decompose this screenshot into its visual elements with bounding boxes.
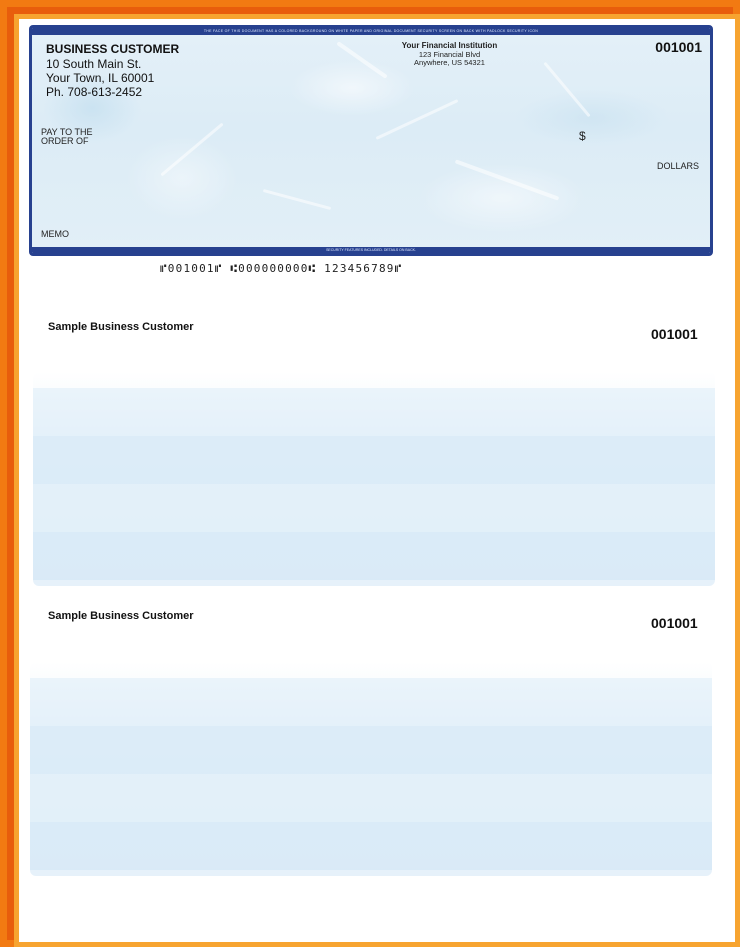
stub-band	[30, 822, 712, 870]
background-pattern	[160, 123, 223, 177]
stub-2-check-number: 001001	[651, 615, 698, 631]
bank-name: Your Financial Institution	[401, 41, 498, 50]
bank-address-line2: Anywhere, US 54321	[414, 58, 485, 67]
stub-1-check-number: 001001	[651, 326, 698, 342]
stub-1-body	[33, 372, 715, 586]
stub-2-customer-name: Sample Business Customer	[48, 610, 194, 622]
stub-1-customer-name: Sample Business Customer	[48, 321, 194, 333]
stub-2-body	[30, 662, 712, 876]
business-address-line2: Your Town, IL 60001	[46, 71, 155, 85]
stub-band	[30, 726, 712, 774]
stub-band	[33, 388, 715, 436]
business-phone: Ph. 708-613-2452	[46, 85, 143, 99]
security-banner-top: THE FACE OF THIS DOCUMENT HAS A COLORED BACKGROUND ON WHITE PAPER AND ORIGINAL DOCUMENT SECURITY SCREEN ON BACK WITH PADLOCK SECURITY ICON	[32, 28, 710, 35]
pay-to-label: PAY TO THE ORDER OF	[41, 127, 93, 146]
background-pattern	[455, 159, 560, 200]
dollars-label: DOLLARS	[657, 161, 700, 171]
security-banner-bottom: SECURITY FEATURES INCLUDED. DETAILS ON BACK.	[32, 247, 710, 253]
business-name: BUSINESS CUSTOMER	[46, 42, 180, 56]
stub-band	[33, 436, 715, 484]
stub-band	[30, 774, 712, 822]
bank-address-line1: 123 Financial Blvd	[418, 50, 481, 59]
check-number: 001001	[655, 39, 702, 55]
amount-dollar-sign: $	[579, 129, 586, 143]
background-pattern	[376, 99, 459, 140]
background-pattern	[543, 62, 590, 118]
check	[29, 25, 713, 256]
stub-band	[30, 678, 712, 726]
micr-line: ⑈001001⑈ ⑆000000000⑆ 123456789⑈	[160, 262, 403, 275]
business-address-line1: 10 South Main St.	[46, 57, 142, 71]
background-pattern	[263, 189, 331, 210]
memo-label: MEMO	[41, 229, 69, 239]
stub-band	[33, 484, 715, 532]
stub-band	[33, 532, 715, 580]
